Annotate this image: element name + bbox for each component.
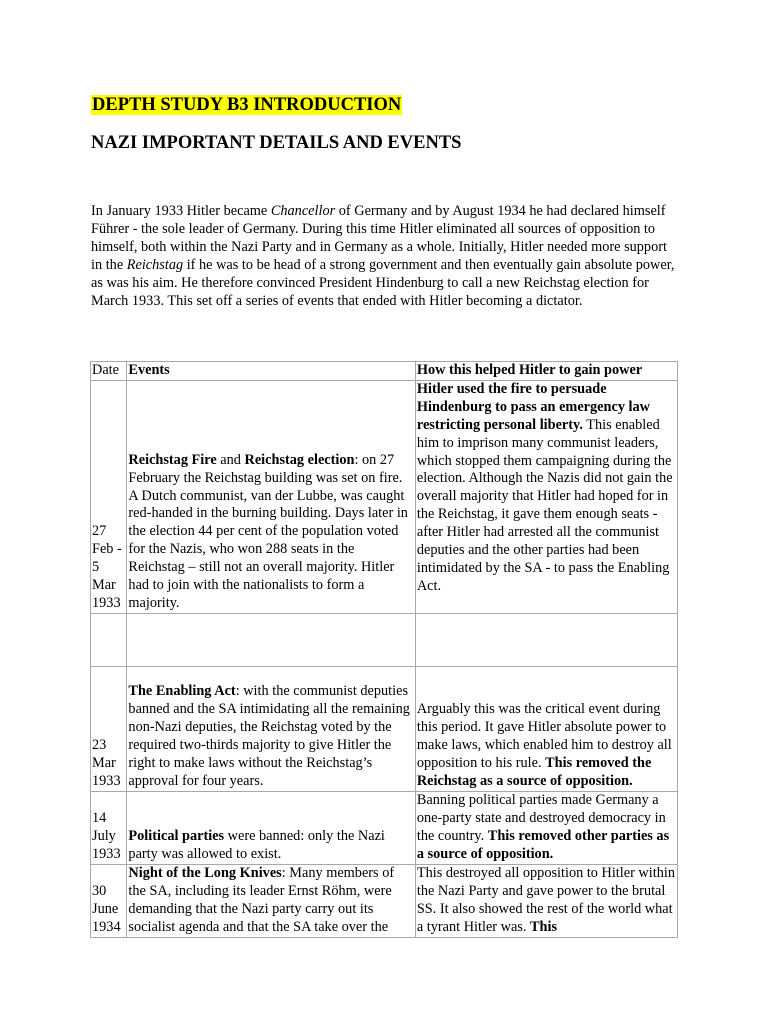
header-how: How this helped Hitler to gain power [415,362,677,381]
header-date: Date [91,362,127,381]
table-row [91,666,678,791]
table-header-row [91,362,678,381]
row-date: 30 June 1934 [91,864,127,937]
row-date: 14 July 1933 [91,791,127,864]
row-how: Arguably this was the critical event during this period. It gave Hitler absolute power to make laws, which enabled him to destroy all opposition to his rule. This removed the Reichstag as a source of opposition. [415,666,677,791]
page-subtitle: NAZI IMPORTANT DETAILS AND EVENTS [91,133,462,153]
row-date: 27 Feb - 5 Mar 1933 [91,380,127,613]
page-title: DEPTH STUDY B3 INTRODUCTION [92,95,402,115]
row-date: 23 Mar 1933 [91,666,127,791]
table-row [91,380,678,613]
row-how: This destroyed all opposition to Hitler within the Nazi Party and gave power to the brutal SS. It also showed the rest of the world what a tyrant Hitler was. This [415,864,677,937]
row-how: Banning political parties made Germany a one-party state and destroyed democracy in the country. This removed other parties as a source of opposition. [415,791,677,864]
intro-paragraph: In January 1933 Hitler became Chancellor of Germany and by August 1934 he had declared himself Führer - the sole leader of Germany. During this time Hitler eliminated all sources of opposition to himself, both within the Nazi Party and in Germany as a whole. Initially, Hitler needed more support in the Reichstag if he was to be head of a strong government and then eventually gain absolute power, as was his aim. He therefore convinced President Hindenburg to call a new Reichstag election for March 1933. This set off a series of events that ended with Hitler becoming a dictator. [91,203,675,309]
row-how: Hitler used the fire to persuade Hindenburg to pass an emergency law restricting personal liberty. This enabled him to imprison many communist leaders, which stopped them campaigning during the election. Although the Nazis did not gain the overall majority that Hitler had hoped for in the Reichstag, it gave them enough seats - after Hitler had arrested all the communist deputies and the other parties had been intimidated by the SA - to pass the Enabling Act. [415,380,677,613]
table-row-empty [91,613,678,666]
row-event: The Enabling Act: with the communist deputies banned and the SA intimidating all the remaining non-Nazi deputies, the Reichstag voted by the required two-thirds majority to give Hitler the right to make laws without the Reichstag’s approval for four years. [127,666,415,791]
table-row [91,791,678,864]
row-event: Reichstag Fire and Reichstag election: on 27 February the Reichstag building was set on fire. A Dutch communist, van der Lubbe, was caught red-handed in the burning building. Days later in the election 44 per cent of the population voted for the Nazis, who won 288 seats in the Reichstag – still not an overall majority. Hitler had to join with the nationalists to form a majority. [127,380,415,613]
events-table [90,361,678,938]
row-event: Political parties were banned: only the Nazi party was allowed to exist. [127,791,415,864]
table-row [91,864,678,937]
row-event: Night of the Long Knives: Many members of the SA, including its leader Ernst Röhm, were demanding that the Nazi party carry out its socialist agenda and that the SA take over the [127,864,415,937]
header-events: Events [127,362,415,381]
